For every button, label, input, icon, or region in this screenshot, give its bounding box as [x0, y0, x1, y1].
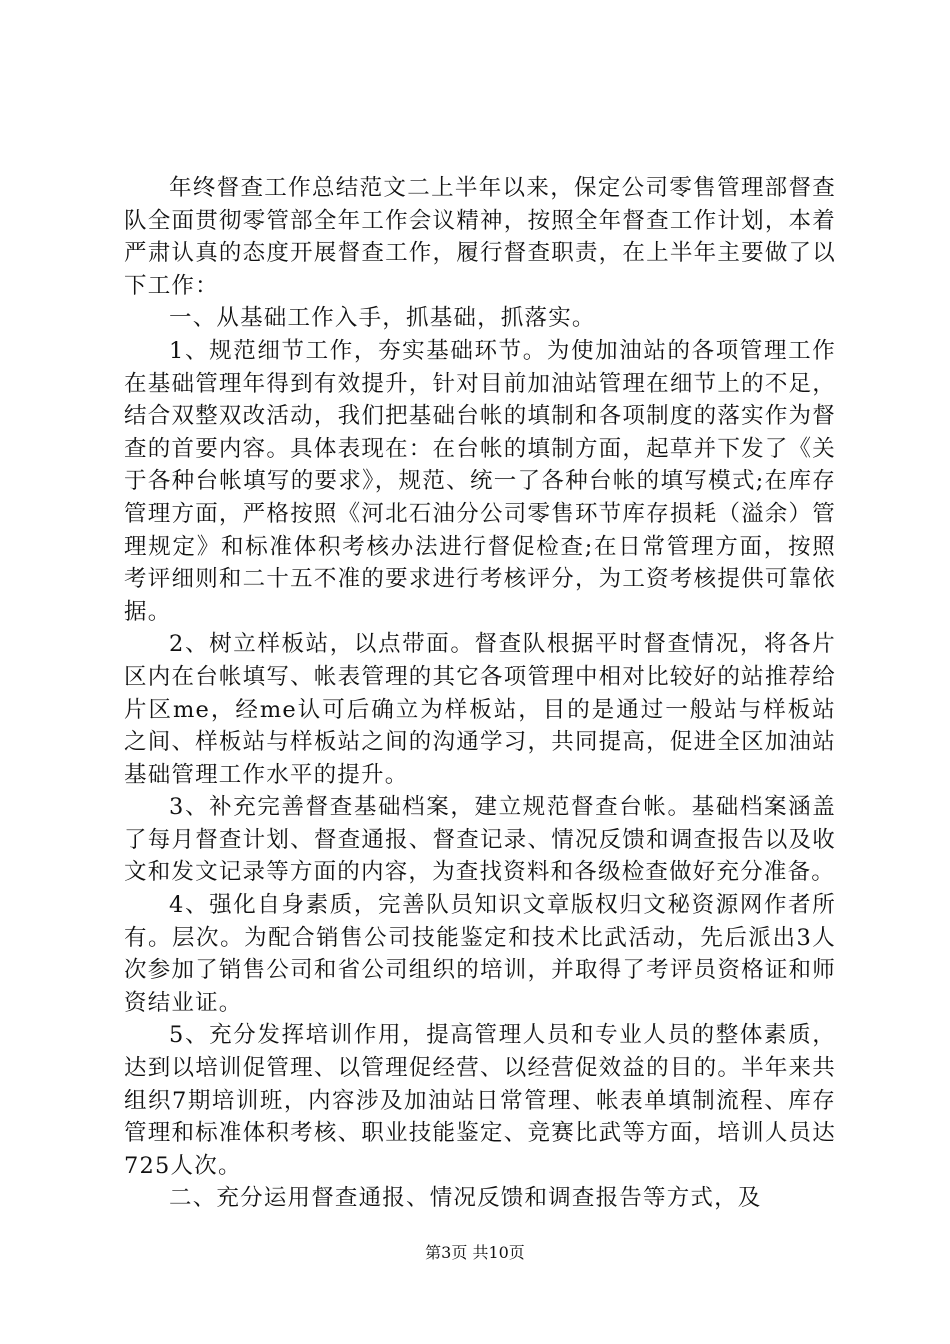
paragraph-item-4: 4、强化自身素质，完善队员知识文章版权归文秘资源网作者所有。层次。为配合销售公司技能鉴定和技术比武活动，先后派出3人次参加了销售公司和省公司组织的培训，并取得了考评员资格证和师资结业证。 — [124, 892, 836, 1016]
paragraph-section-1-heading: 一、从基础工作入手，抓基础，抓落实。 — [169, 305, 596, 332]
paragraph-item-1: 1、规范细节工作，夯实基础环节。为使加油站的各项管理工作在基础管理年得到有效提升，针对目前加油站管理在细节上的不足，结合双整双改活动，我们把基础台帐的填制和各项制度的落实作为督查的首要内容。具体表现在：在台帐的填制方面，起草并下发了《关于各种台帐填写的要求》，规范、统一了各种台帐的填写模式;在库存管理方面，严格按照《河北石油分公司零售环节库存损耗（溢余）管理规定》和标准体积考核办法进行督促检查;在日常管理方面，按照考评细则和二十五不准的要求进行考核评分，为工资考核提供可靠依据。 — [124, 337, 836, 625]
paragraph-item-5: 5、充分发挥培训作用，提高管理人员和专业人员的整体素质，达到以培训促管理、以管理促经营、以经营促效益的目的。半年来共组织7期培训班，内容涉及加油站日常管理、帐表单填制流程、库存管理和标准体积考核、职业技能鉴定、竞赛比武等方面，培训人员达725人次。 — [124, 1022, 836, 1179]
paragraph-item-3: 3、补充完善督查基础档案，建立规范督查台帐。基础档案涵盖了每月督查计划、督查通报、督查记录、情况反馈和调查报告以及收文和发文记录等方面的内容，为查找资料和各级检查做好充分准备。 — [124, 794, 836, 886]
paragraph-item-2: 2、树立样板站，以点带面。督查队根据平时督查情况，将各片区内在台帐填写、帐表管理的其它各项管理中相对比较好的站推荐给片区me，经me认可后确立为样板站，目的是通过一般站与样板站之间、样板站与样板站之间的沟通学习，共同提高，促进全区加油站基础管理工作水平的提升。 — [124, 631, 836, 788]
paragraph-intro: 年终督查工作总结范文二上半年以来，保定公司零售管理部督查队全面贯彻零管部全年工作会议精神，按照全年督查工作计划，本着严肃认真的态度开展督查工作，履行督查职责，在上半年主要做了以下工作： — [124, 175, 836, 299]
document-body — [124, 172, 836, 1215]
paragraph-section-2-heading: 二、充分运用督查通报、情况反馈和调查报告等方式，及 — [169, 1185, 762, 1212]
page-number-footer: 第3页 共10页 — [425, 1243, 525, 1262]
